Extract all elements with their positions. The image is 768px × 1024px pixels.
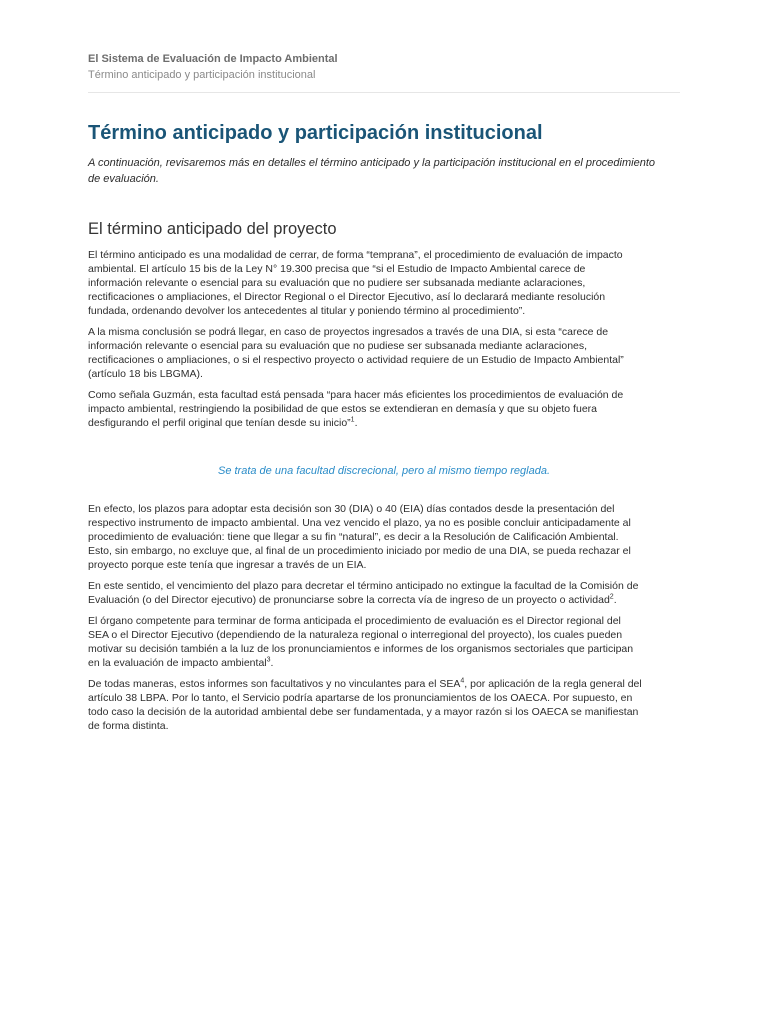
- text-line: SEA o el Director Ejecutivo (dependiendo de la naturaleza regional o interregional del proyecto), los cuales pueden: [88, 629, 623, 641]
- text-line: En efecto, los plazos para adoptar esta decisión son 30 (DIA) o 40 (EIA) días contados desde la presentación del: [88, 503, 615, 515]
- text-fragment: .: [354, 417, 358, 429]
- document-header: [88, 52, 680, 93]
- text-fragment: desfigurando el perfil original que tenían desde su inicio”: [88, 417, 351, 429]
- text-line: de evaluación.: [88, 173, 159, 185]
- text-line: procedimiento de evaluación: tiene que llegar a su fin “natural”, es decir a la Resolución de Calificación Ambiental.: [88, 531, 619, 543]
- text-line: fundada, ordenando devolver los antecedentes al titular y poniendo término al procedimiento”.: [88, 305, 526, 317]
- text-line: información relevante o esencial para su evaluación que no pudiere ser subsanada mediante aclaraciones,: [88, 277, 586, 289]
- text-fragment: en la evaluación de impacto ambiental: [88, 657, 267, 669]
- paragraph: [88, 248, 684, 318]
- text-line: (artículo 18 bis LBGMA).: [88, 368, 203, 380]
- footnote-marker[interactable]: 2: [609, 593, 614, 601]
- paragraph: [88, 614, 684, 670]
- text-line: El órgano competente para terminar de forma anticipada el procedimiento de evaluación es el Director regional del: [88, 615, 621, 627]
- section-subtitle: Término anticipado y participación institucional: [88, 69, 316, 81]
- text-line: ambiental. El artículo 15 bis de la Ley N° 19.300 precisa que “si el Estudio de Impacto Ambiental carece de: [88, 263, 586, 275]
- text-line: información relevante o esencial para su evaluación que no pudiese ser subsanada mediante aclaraciones,: [88, 340, 588, 352]
- paragraph: [88, 579, 684, 607]
- text-line: proyecto porque este tenía que ingresar a través de un EIA.: [88, 559, 367, 571]
- text-line: rectificaciones o ampliaciones, o si el respectivo proyecto o actividad requiere de un Estudio de Impacto Ambiental”: [88, 354, 624, 366]
- text-fragment: , por aplicación de la regla general del: [464, 678, 642, 690]
- text-line: de forma distinta.: [88, 720, 169, 732]
- page-title: Término anticipado y participación institucional: [88, 122, 543, 144]
- intro-paragraph: [88, 155, 684, 187]
- text-line: En este sentido, el vencimiento del plazo para decretar el término anticipado no extingue la facultad de la Comisión de: [88, 580, 639, 592]
- text-fragment: .: [270, 657, 274, 669]
- text-line: A continuación, revisaremos más en detalles el término anticipado y la participación institucional en el procedimiento: [88, 157, 656, 169]
- body-block-b: [88, 502, 684, 740]
- text-fragment: De todas maneras, estos informes son facultativos y no vinculantes para el SEA: [88, 678, 461, 690]
- footnote-marker[interactable]: 4: [460, 677, 465, 685]
- section-heading: El término anticipado del proyecto: [88, 220, 337, 238]
- text-fragment: Evaluación (o del Director ejecutivo) de pronunciarse sobre la correcta vía de ingreso de un proyecto o actividad: [88, 594, 610, 606]
- text-line: todo caso la decisión de la autoridad ambiental debe ser fundamentada, y a mayor razón si los OAECA se manifiestan: [88, 706, 639, 718]
- pull-quote: Se trata de una facultad discrecional, pero al mismo tiempo reglada.: [217, 465, 550, 477]
- text-line: impacto ambiental, restringiendo la posibilidad de que estos se extendieran en demasía y que su objeto fuera: [88, 403, 597, 415]
- document-title: El Sistema de Evaluación de Impacto Ambiental: [88, 53, 338, 65]
- paragraph: [88, 388, 684, 430]
- text-fragment: .: [613, 594, 617, 606]
- text-line: El término anticipado es una modalidad de cerrar, de forma “temprana”, el procedimiento de evaluación de impacto: [88, 249, 623, 261]
- footnote-marker[interactable]: 1: [350, 416, 355, 424]
- text-line: rectificaciones o ampliaciones, el Director Regional o el Director Ejecutivo, así lo declarará mediante resolución: [88, 291, 606, 303]
- text-line: [88, 593, 684, 607]
- text-line: [88, 656, 684, 670]
- text-line: motivar su decisión también a la luz de los pronunciamientos e informes de los organismos sectoriales que participan: [88, 643, 634, 655]
- paragraph: [88, 325, 684, 381]
- text-line: Como señala Guzmán, esta facultad está pensada “para hacer más eficientes los procedimientos de evaluación de: [88, 389, 624, 401]
- text-line: [88, 677, 684, 691]
- text-line: artículo 38 LBPA. Por lo tanto, el Servicio podría apartarse de los pronunciamientos de los OAECA. Por supuesto, en: [88, 692, 633, 704]
- text-line: A la misma conclusión se podrá llegar, en caso de proyectos ingresados a través de una DIA, si esta “carece de: [88, 326, 609, 338]
- paragraph: [88, 502, 684, 572]
- text-line: Esto, sin embargo, no excluye que, al final de un procedimiento iniciado por medio de una DIA, se pueda rechazar el: [88, 545, 631, 557]
- paragraph: [88, 677, 684, 733]
- text-line: respectivo instrumento de impacto ambiental. Una vez vencido el plazo, ya no es posible concluir anticipadamente al: [88, 517, 631, 529]
- body-block-a: [88, 248, 684, 437]
- footnote-marker[interactable]: 3: [266, 656, 271, 664]
- text-line: [88, 416, 684, 430]
